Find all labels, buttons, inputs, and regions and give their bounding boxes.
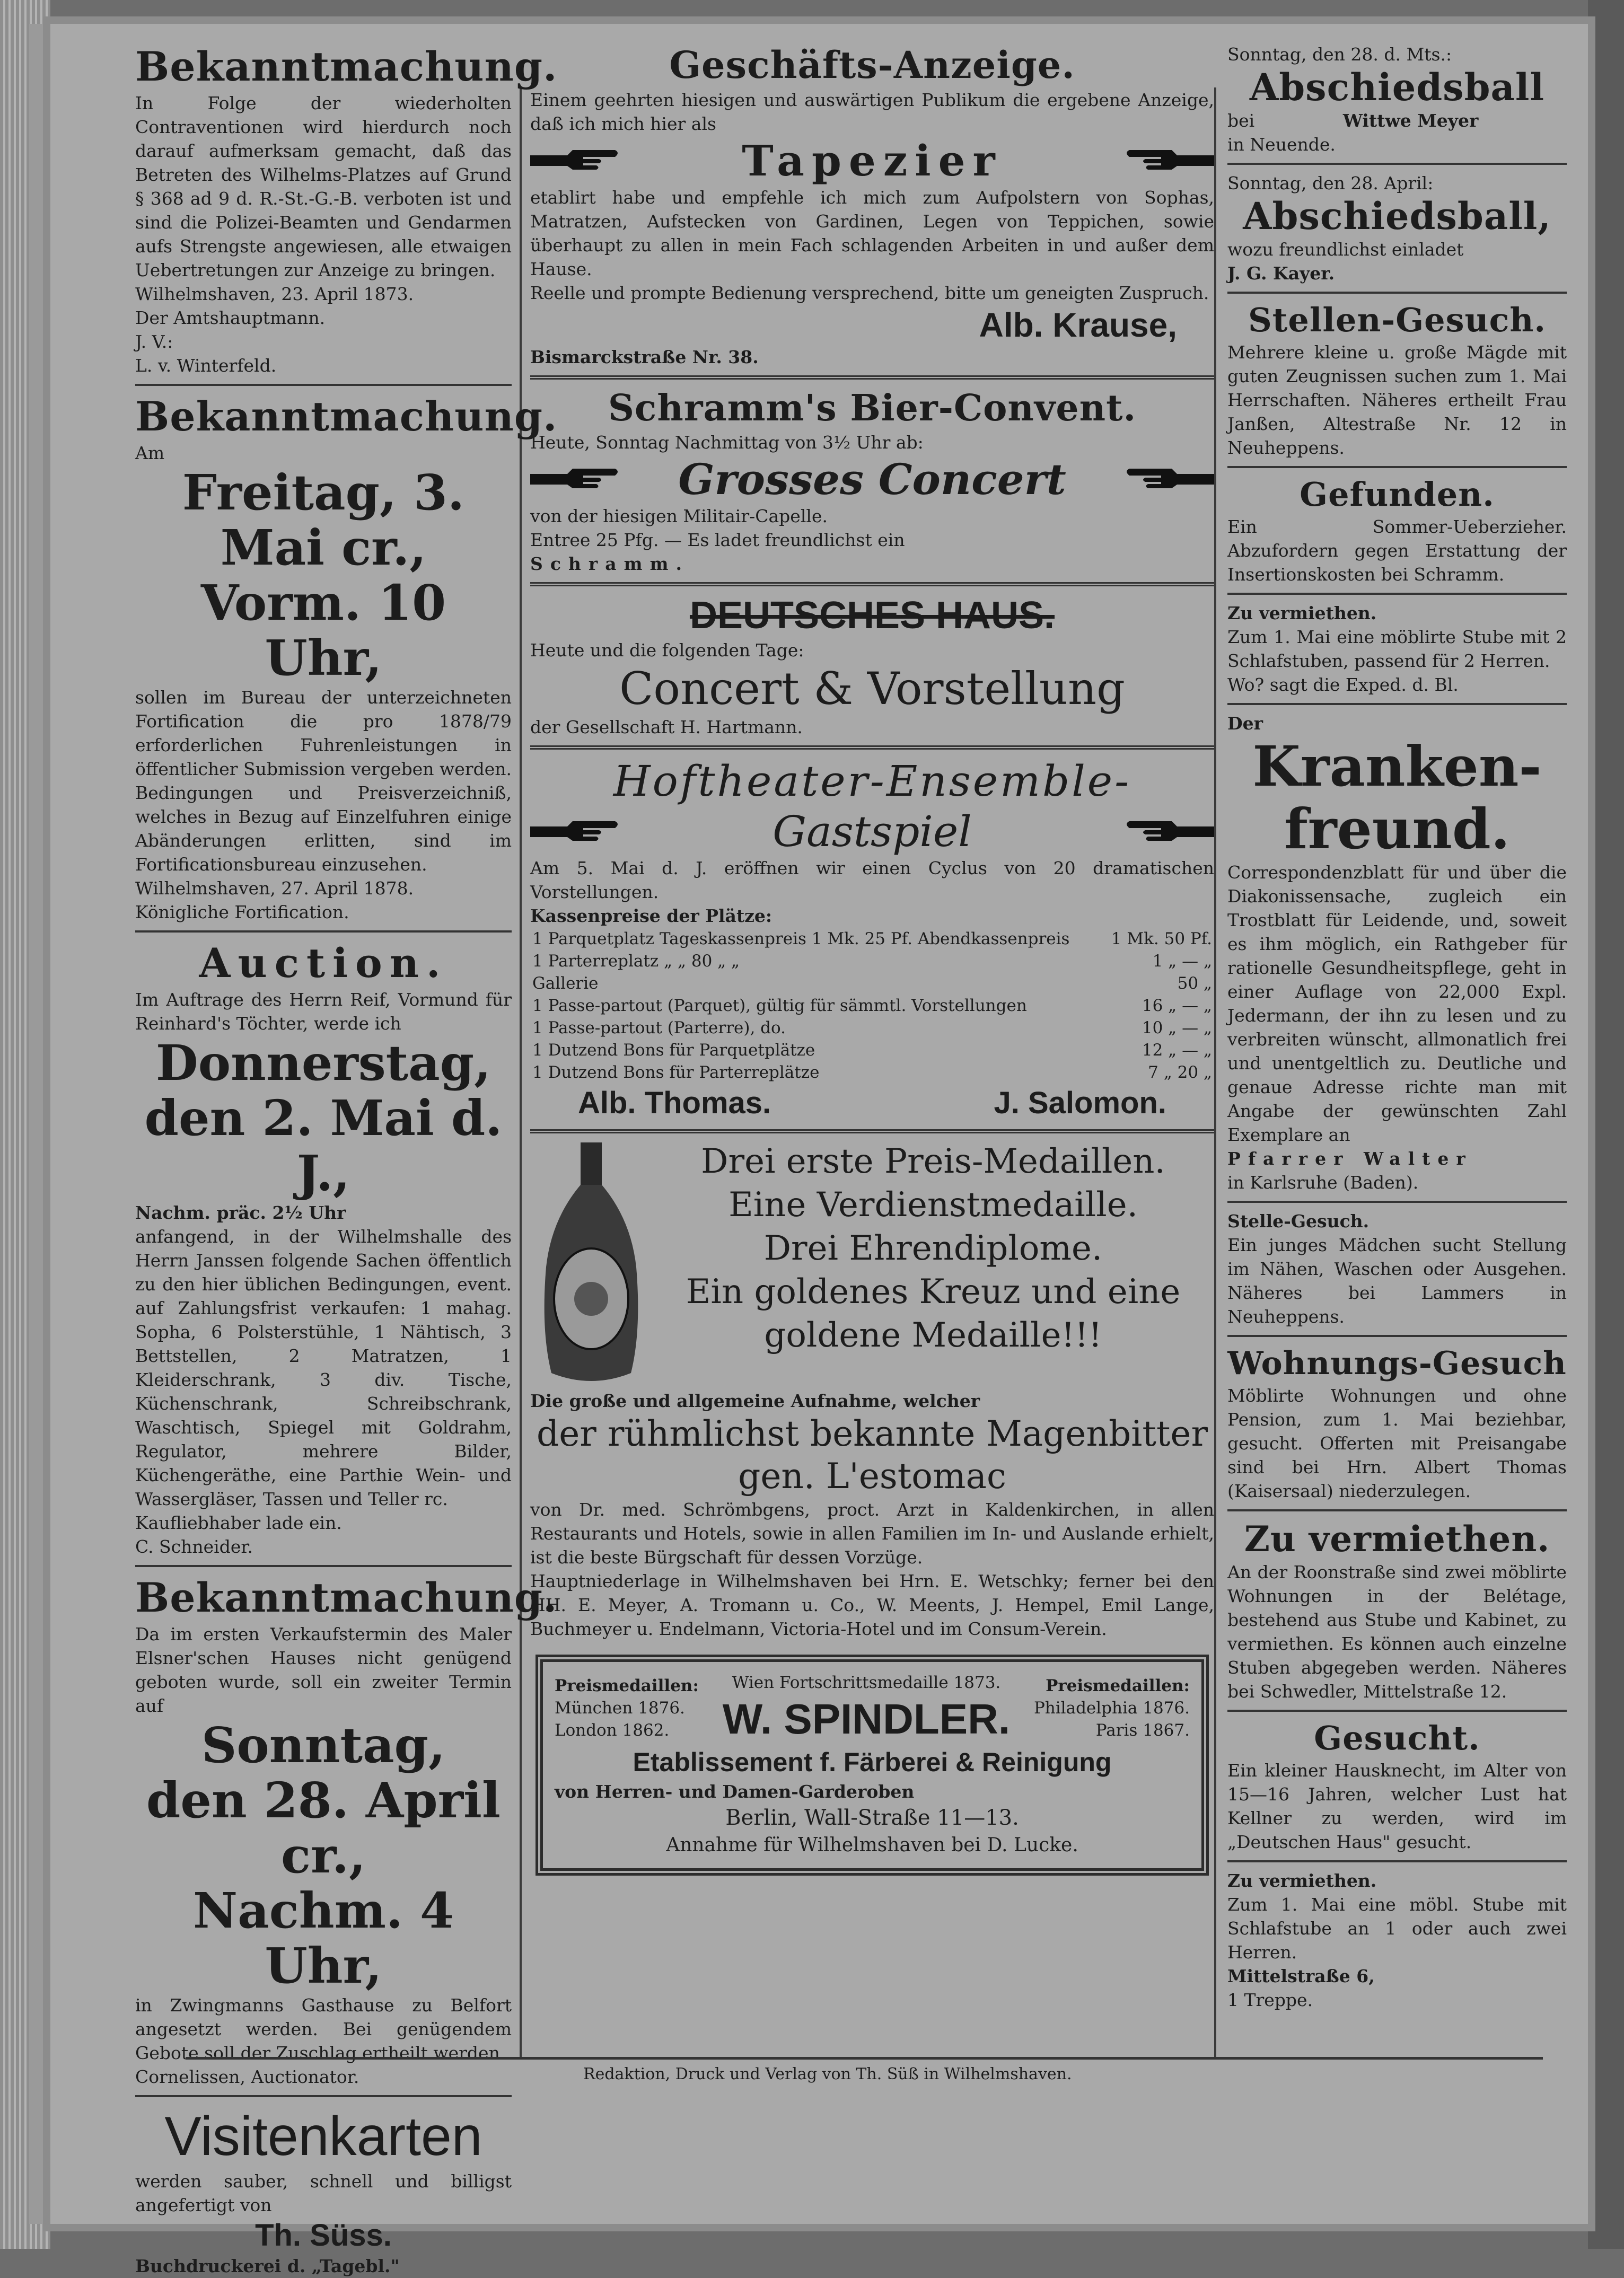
ad-title-2: freund.	[1284, 796, 1510, 861]
price-label: Gallerie	[532, 974, 599, 993]
rent-ad-2	[1227, 1518, 1567, 1703]
ball-host: Wittwe Meyer	[1342, 110, 1479, 131]
ad-title: Stellen-Gesuch.	[1248, 301, 1546, 339]
theater-ad	[530, 756, 1214, 1123]
bier-convent-ad	[530, 386, 1214, 576]
price-value: 50 „	[1177, 974, 1212, 993]
ad-body: Möblirte Wohnungen und ohne Pension, zum 1. Mai beziehbar, gesucht. Offerten mit Preisangabe sind bei Hrn. Albert Thomas (Kaisersaal) niederzulegen.	[1227, 1385, 1567, 1501]
ad-title: Zu vermiethen.	[1227, 603, 1377, 623]
ad-title: Schramm's Bier-Convent.	[608, 387, 1137, 429]
medal-city: Philadelphia 1876.	[1033, 1699, 1190, 1718]
ad-body: Mehrere kleine u. große Mägde mit guten Zeugnissen suchen zum 1. Mai Herrschaften. Näheres ertheilt Frau Janßen, Altestraße Nr. 12 in Neuheppens.	[1227, 342, 1567, 458]
medals-label: Preismedaillen:	[555, 1676, 699, 1695]
spindler-business: Etablissement f. Färberei & Reinigung	[633, 1747, 1112, 1777]
bitter-depot: Hauptniederlage in Wilhelmshaven bei Hrn. E. Wetschky; ferner bei den HH. E. Meyer, A. Tromann u. Co., W. Meents, J. Hempel, Emil Lange, Buchmeyer u. Endelmann, Victoria-Hotel und im Consum-Verein.	[530, 1571, 1214, 1639]
ad-body: Ein Sommer-Ueberzieher. Abzufordern gegen Erstattung der Insertionskosten bei Schramm.	[1227, 516, 1567, 585]
pointing-hand-right-icon	[530, 819, 620, 845]
ad-title-1: Kranken-	[1252, 734, 1542, 799]
ad-title: Gefunden.	[1300, 475, 1495, 514]
ad-title: Gesucht.	[1314, 1719, 1480, 1757]
notice-house-sale	[135, 1573, 558, 2089]
spindler-garments: von Herren- und Damen-Garderoben	[555, 1781, 915, 1802]
medal-city: London 1862.	[555, 1721, 670, 1740]
notice-iv: J. V.:	[135, 331, 173, 352]
rent-ad-1	[1227, 601, 1567, 697]
ad-address: Bismarckstraße Nr. 38.	[530, 347, 759, 367]
notice-office: Der Amtshauptmann.	[135, 307, 326, 328]
cards-sub: Buchdruckerei d. „Tagebl."	[135, 2256, 400, 2276]
ad-by: von der hiesigen Militair-Capelle.	[530, 506, 828, 526]
cards-body: werden sauber, schnell und billigst angefertigt von	[135, 2171, 512, 2215]
bitter-name: der rühmlichst bekannte Magenbitter	[536, 1413, 1208, 1454]
medal-wien: Wien Fortschrittsmedaille 1873.	[732, 1673, 1001, 1692]
ad-name: Alb. Krause,	[979, 306, 1177, 344]
ad-when: Heute, Sonntag Nachmittag von 3½ Uhr ab:	[530, 432, 924, 453]
ball-when: Sonntag, den 28. April:	[1227, 173, 1434, 194]
divider	[1227, 292, 1567, 294]
left-column	[135, 42, 558, 2278]
divider	[135, 1565, 512, 1567]
ad-signature: Pfarrer Walter	[1227, 1148, 1473, 1169]
ball-kayer-ad	[1227, 171, 1567, 285]
award-line: goldene Medaille!!!	[764, 1316, 1102, 1355]
notice-date: Wilhelmshaven, 27. April 1878.	[135, 878, 414, 899]
table-row	[530, 972, 1214, 995]
ad-ask: Wo? sagt die Exped. d. Bl.	[1227, 674, 1459, 695]
ad-title: Stelle-Gesuch.	[1227, 1211, 1370, 1232]
award-line: Ein goldenes Kreuz und eine	[686, 1272, 1181, 1312]
ad-title: Geschäfts-Anzeige.	[669, 43, 1075, 87]
notice-am: Am	[135, 443, 165, 463]
notice-title: Bekanntmachung.	[135, 393, 558, 440]
theater-signatures	[530, 1084, 1214, 1123]
haus-title: DEUTSCHES HAUS.	[689, 594, 1055, 637]
trade-name: Tapezier	[742, 136, 1003, 186]
auction-signature: C. Schneider.	[135, 1536, 253, 1557]
notice-fortification	[135, 392, 558, 924]
signature-salomon: J. Salomon.	[994, 1086, 1166, 1120]
price-value: 12 „ — „	[1142, 1041, 1212, 1060]
middle-column	[530, 42, 1214, 1876]
divider	[135, 2095, 512, 2097]
bitter-awards	[652, 1140, 1214, 1389]
housing-wanted-ad	[1227, 1343, 1567, 1503]
ball-title: Abschiedsball,	[1243, 194, 1551, 238]
ad-title: Wohnungs-Gesuch	[1227, 1345, 1567, 1382]
award-line: Drei Ehrendiplome.	[763, 1229, 1103, 1268]
concert-title: Grosses Concert	[678, 454, 1066, 504]
auction-notice	[135, 939, 512, 1559]
medals-label: Preismedaillen:	[1046, 1676, 1190, 1695]
auction-intro: Im Auftrage des Herrn Reif, Vormund für Reinhard's Töchter, werde ich	[135, 989, 512, 1034]
bitter-top	[530, 1140, 1214, 1389]
ad-body: Zum 1. Mai eine möbl. Stube mit Schlafstube an 1 oder auch zwei Herren.	[1227, 1894, 1567, 1963]
ad-body: Correspondenzblatt für und über die Diakonissensache, zugleich ein Trostblatt für Leidende, und, soweit es ihm möglich, ein Rathgeber für rationelle Gesundheitspflege, geht in einer Auflage von 22,000 Expl. Jedermann, der ihn zu lesen und zu verbreiten wünscht, allmonatlich frei und unentgeltlich zu. Deutliche und genaue Adresse richte man mit Angabe der gewünschten Zahl Exemplare an	[1227, 862, 1567, 1145]
price-label: 1 Parquetplatz Tageskassenpreis 1 Mk. 25 Pf. Abendkassenpreis	[532, 929, 1070, 948]
concert-row	[530, 454, 1214, 504]
price-label: 1 Parterreplatz „ „ 80 „ „	[532, 952, 740, 971]
divider	[1227, 1509, 1567, 1511]
haus-when: Heute und die folgenden Tage:	[530, 640, 804, 661]
ad-body: Zum 1. Mai eine möblirte Stube mit 2 Schlafstuben, passend für 2 Herren.	[1227, 627, 1567, 671]
bottle-illustration-icon	[530, 1140, 652, 1389]
ad-der: Der	[1227, 713, 1263, 734]
notice-body: Da im ersten Verkaufstermin des Maler Elsner'schen Hauses nicht genügend geboten wurde, soll ein zweiter Termin auf	[135, 1624, 512, 1716]
bitter-body: von Dr. med. Schrömbgens, proct. Arzt in Kaldenkirchen, in allen Restaurants und Hotels, sowie in allen Familien im In- und Auslande erhielt, ist die beste Bürgschaft für dessen Vorzüge.	[530, 1499, 1214, 1568]
notice-title: Bekanntmachung.	[135, 43, 558, 90]
notice-body: In Folge der wiederholten Contraventionen wird hierdurch noch darauf aufmerksam gemacht, daß das Betreten des Wilhelms-Platzes auf Grund § 368 ad 9 d. R.-St.-G.-B. verboten ist und sind die Polizei-Beamten und Gendarmen aufs Strengste angewiesen, alle etwaigen Uebertretungen zur Anzeige zu bringen.	[135, 93, 512, 280]
cards-title: Visitenkarten	[164, 2106, 482, 2167]
medals-right	[1034, 1675, 1190, 1742]
table-row	[530, 950, 1214, 972]
price-label: 1 Passe-partout (Parterre), do.	[532, 1018, 786, 1037]
gastspiel-row	[530, 807, 1214, 856]
auction-day: Donnerstag,	[155, 1034, 491, 1092]
notice-signature: L. v. Winterfeld.	[135, 355, 277, 376]
cards-printer: Th. Süss.	[255, 2218, 392, 2253]
divider	[1227, 163, 1567, 165]
divider	[1227, 1201, 1567, 1203]
binding	[1588, 0, 1624, 2249]
pointing-hand-left-icon	[1124, 466, 1214, 492]
divider	[135, 930, 512, 933]
imprint: Redaktion, Druck und Verlag von Th. Süß in Wilhelmshaven.	[583, 2065, 1072, 2083]
auction-time: Nachm. präc. 2½ Uhr	[135, 1202, 346, 1223]
price-value: 1 „ — „	[1152, 952, 1212, 971]
ball-host-row	[1227, 109, 1567, 133]
ball-place: in Neuende.	[1227, 134, 1336, 155]
divider	[135, 384, 512, 386]
right-column	[1227, 42, 1567, 2012]
divider	[530, 375, 1214, 380]
notice-body: sollen im Bureau der unterzeichneten Fortification die pro 1878/79 erforderlichen Fuhrenleistungen in öffentlicher Submission vergeben werden. Bedingungen und Preisverzeichniß, welches in Bezug auf Einzelfuhren einige Abänderungen erlitten, sind im Fortificationsbureau einzusehen.	[135, 687, 512, 875]
medal-city: München 1876.	[555, 1699, 685, 1718]
auction-date: den 2. Mai d. J.,	[144, 1089, 503, 1202]
haus-by: der Gesellschaft H. Hartmann.	[530, 717, 803, 737]
price-label: 1 Dutzend Bons für Parquetplätze	[532, 1041, 815, 1060]
divider	[530, 582, 1214, 586]
spindler-ad	[536, 1655, 1209, 1876]
notice-signature: Königliche Fortification.	[135, 902, 349, 922]
table-row	[530, 928, 1214, 950]
ad-entry: Entree 25 Pfg. — Es ladet freundlichst ein	[530, 530, 905, 550]
bitter-reception: Die große und allgemeine Aufnahme, welcher	[530, 1391, 980, 1411]
table-row	[530, 1039, 1214, 1061]
notice-date: Wilhelmshaven, 23. April 1873.	[135, 284, 414, 304]
price-value: 16 „ — „	[1142, 996, 1212, 1015]
theater-sub: Gastspiel	[773, 807, 972, 856]
notice-wilhelmsplatz	[135, 42, 558, 377]
ad-intro: Einem geehrten hiesigen und auswärtigen Publikum die ergebene Anzeige, daß ich mich hier als	[530, 90, 1214, 134]
ad-body: Ein kleiner Hausknecht, im Alter von 15—16 Jahren, welcher Lust hat Kellner zu werden, wird im „Deutschen Haus" gesucht.	[1227, 1760, 1567, 1852]
position-wanted-ad	[1227, 1209, 1567, 1329]
price-label: 1 Dutzend Bons für Parterreplätze	[532, 1063, 820, 1082]
spindler-agent: Annahme für Wilhelmshaven bei D. Lucke.	[666, 1834, 1078, 1856]
price-table	[530, 928, 1214, 1084]
ball-body: wozu freundlichst einladet	[1227, 239, 1464, 260]
theater-intro: Am 5. Mai d. J. eröffnen wir einen Cyclus von 20 dramatischen Vorstellungen.	[530, 858, 1214, 902]
ad-title: Zu vermiethen.	[1244, 1518, 1550, 1560]
deutsches-haus-ad	[530, 593, 1214, 739]
wanted-ad	[1227, 1718, 1567, 1854]
price-value: 10 „ — „	[1142, 1018, 1212, 1037]
award-line: Drei erste Preis-Medaillen.	[701, 1142, 1165, 1181]
medal-city: Paris 1867.	[1095, 1721, 1190, 1740]
haus-show: Concert & Vorstellung	[619, 663, 1125, 715]
ad-service: Reelle und prompte Bedienung versprechend, bitte um geneigten Zuspruch.	[530, 283, 1209, 303]
notice-day: Freitag, 3. Mai cr.,	[182, 464, 465, 576]
ball-title: Abschiedsball	[1249, 65, 1545, 109]
ad-place: in Karlsruhe (Baden).	[1227, 1172, 1419, 1193]
bitter-gen: gen. L'estomac	[738, 1456, 1006, 1497]
award-line: Eine Verdienstmedaille.	[728, 1185, 1138, 1225]
auction-body: anfangend, in der Wilhelmshalle des Herrn Janssen folgende Sachen öffentlich zu den hier üblichen Bedingungen, event. auf Zahlungsfrist verkaufen: 1 mahag. Sopha, 6 Polsterstühle, 1 Nähtisch, 3 Bettstellen, 2 Matratzen, 1 Kleiderschrank, 3 div. Tische, Küchenschrank, Schreibschrank, Waschtisch, Spiegel mit Goldrahm, Regulator, mehrere Bilder, Küchengeräthe, eine Parthie Wein- und Wassergläser, Tassen und Teller rc.	[135, 1226, 512, 1509]
notice-time: Vorm. 10 Uhr,	[200, 574, 446, 687]
divider	[1227, 593, 1567, 595]
ball-when: Sonntag, den 28. d. Mts.:	[1227, 44, 1452, 65]
rent-ad-3	[1227, 1869, 1567, 2012]
pointing-hand-right-icon	[530, 147, 620, 174]
medals-left	[555, 1675, 699, 1742]
table-row	[530, 1061, 1214, 1084]
notice-time: Nachm. 4 Uhr,	[192, 1882, 454, 1994]
found-ad	[1227, 474, 1567, 586]
ball-meyer-ad	[1227, 42, 1567, 156]
notice-body-2: in Zwingmanns Gasthause zu Belfort angesetzt werden. Bei genügendem Gebote soll der Zuschlag ertheilt werden.	[135, 1995, 512, 2063]
krankenfreund-ad	[1227, 711, 1567, 1194]
price-value: 7 „ 20 „	[1148, 1063, 1212, 1082]
notice-title: Bekanntmachung.	[135, 1574, 558, 1621]
divider	[1227, 466, 1567, 468]
ad-body: An der Roonstraße sind zwei möblirte Wohnungen in der Belétage, bestehend aus Stube und Kabinet, zu vermiethen. Es können auch einzelne Stuben abgegeben werden. Näheres bei Schwedler, Mittelstraße 12.	[1227, 1562, 1567, 1702]
spindler-address: Berlin, Wall-Straße 11—13.	[725, 1806, 1019, 1830]
pointing-hand-right-icon	[530, 466, 620, 492]
footer-rule	[186, 2057, 1543, 2060]
notice-day: Sonntag,	[201, 1717, 446, 1774]
divider	[530, 1129, 1214, 1133]
ad-address: Mittelstraße 6,	[1227, 1966, 1375, 1986]
job-wanted-ad	[1227, 300, 1567, 460]
spindler-center	[723, 1672, 1010, 1745]
spindler-name: W. SPINDLER.	[722, 1695, 1011, 1743]
spindler-medals	[555, 1672, 1190, 1745]
auction-buyers: Kaufliebhaber lade ein.	[135, 1512, 342, 1533]
prices-title: Kassenpreise der Plätze:	[530, 905, 773, 926]
ad-body: etablirt habe und empfehle ich mich zum Aufpolstern von Sophas, Matratzen, Aufstecken von Gardinen, Legen von Teppichen, sowie überhaupt zu allen in mein Fach schlagenden Arbeiten in und außer dem Hause.	[530, 187, 1214, 279]
column-rule-right	[1214, 87, 1216, 2060]
page-edges	[0, 0, 50, 2249]
stomach-bitter-ad	[530, 1140, 1214, 1641]
price-label: 1 Passe-partout (Parquet), gültig für sämmtl. Vorstellungen	[532, 996, 1027, 1015]
notice-date: den 28. April cr.,	[146, 1772, 501, 1884]
ball-signature: J. G. Kayer.	[1227, 263, 1335, 284]
ad-floor: 1 Treppe.	[1227, 1990, 1313, 2010]
pointing-hand-left-icon	[1124, 819, 1214, 845]
divider	[530, 745, 1214, 750]
column-rule-left	[520, 87, 522, 2060]
business-cards-ad	[135, 2104, 512, 2278]
table-row	[530, 995, 1214, 1017]
divider	[1227, 703, 1567, 705]
signature-thomas: Alb. Thomas.	[578, 1086, 771, 1120]
ad-signature: Schramm.	[530, 553, 690, 574]
theater-title: Hoftheater-Ensemble-	[613, 757, 1131, 806]
upholsterer-ad	[530, 42, 1214, 369]
ball-bei: bei	[1227, 110, 1255, 131]
divider	[1227, 1860, 1567, 1862]
auction-title: Auction.	[199, 939, 448, 987]
haus-title-row	[530, 593, 1214, 638]
pointing-hand-left-icon	[1124, 147, 1214, 174]
table-row	[530, 1017, 1214, 1039]
ad-title: Zu vermiethen.	[1227, 1870, 1377, 1891]
divider	[1227, 1710, 1567, 1712]
price-value: 1 Mk. 50 Pf.	[1111, 929, 1212, 948]
divider	[1227, 1335, 1567, 1337]
notice-signature: Cornelissen, Auctionator.	[135, 2066, 359, 2087]
ad-body: Ein junges Mädchen sucht Stellung im Nähen, Waschen oder Ausgehen. Näheres bei Lammers in Neuheppens.	[1227, 1235, 1567, 1327]
trade-row	[530, 136, 1214, 186]
